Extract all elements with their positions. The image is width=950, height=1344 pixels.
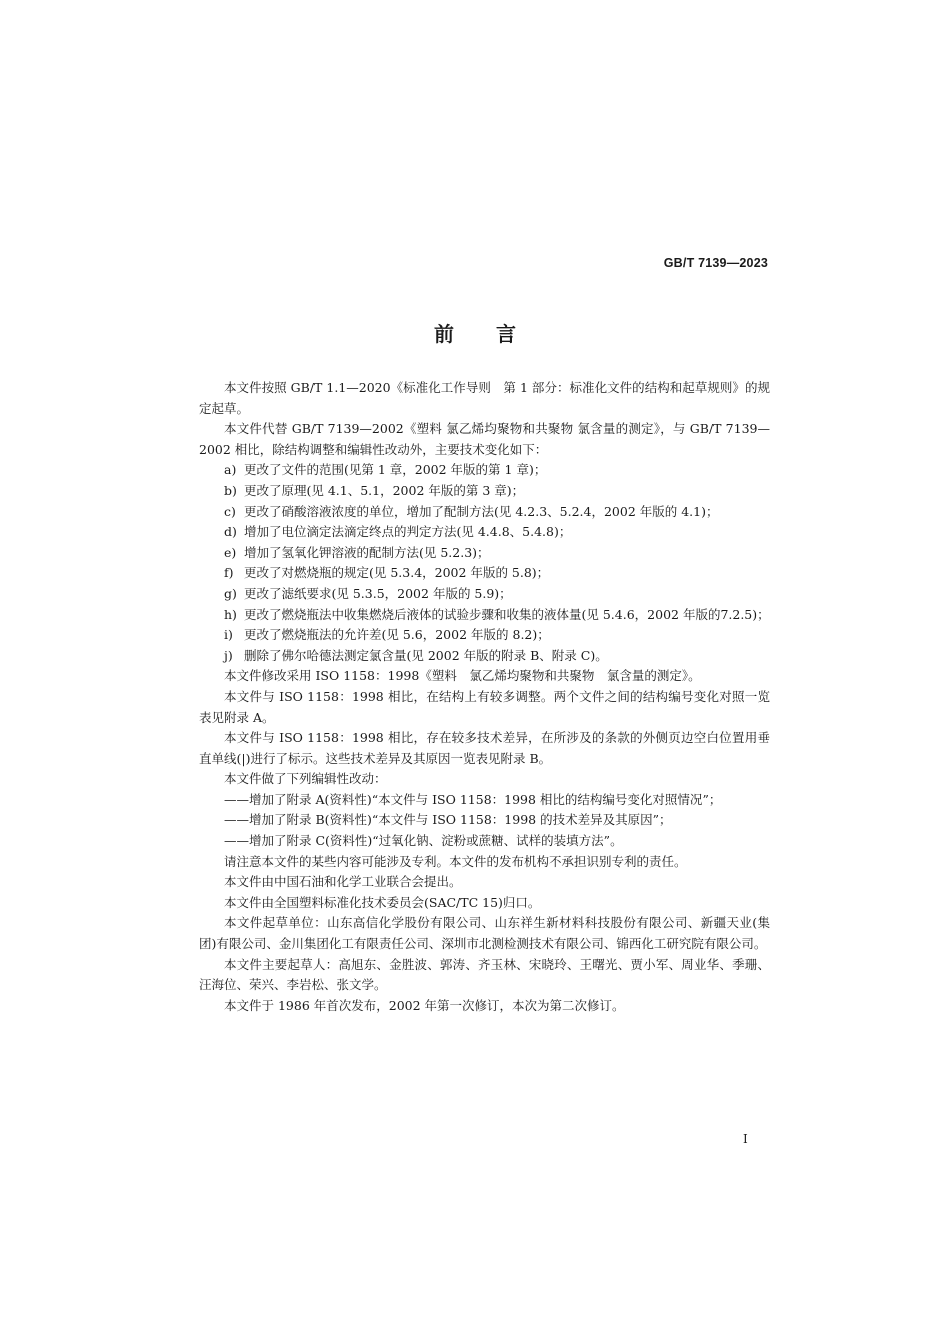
change-list-item	[199, 625, 770, 646]
list-item-text: 更改了燃烧瓶法的允许差(见 5.6，2002 年版的 8.2)；	[244, 627, 550, 643]
list-item-text: 更改了文件的范围(见第 1 章，2002 年版的第 1 章)；	[244, 462, 547, 478]
list-marker: j)	[224, 647, 233, 663]
body-paragraph: 本文件按照 GB/T 1.1—2020《标准化工作导则 第 1 部分：标准化文件的结构和起草规则》的规定起草。	[199, 380, 770, 416]
list-marker: a)	[224, 462, 237, 478]
body-paragraph: ——增加了附录 C(资料性)“过氧化钠、淀粉或蔗糖、试样的装填方法”。	[224, 833, 623, 849]
body-paragraph: 本文件由全国塑料标准化技术委员会(SAC/TC 15)归口。	[224, 894, 541, 910]
list-item-text: 增加了氢氧化钾溶液的配制方法(见 5.2.3)；	[244, 544, 490, 560]
body-paragraph: 本文件主要起草人：高旭东、金胜波、郭涛、齐玉林、宋晓玲、王曙光、贾小军、周业华、季珊、汪海位、荣兴、李岩松、张文学。	[199, 956, 770, 993]
list-marker: b)	[224, 482, 237, 498]
list-item-text: 更改了滤纸要求(见 5.3.5，2002 年版的 5.9)；	[244, 585, 512, 601]
foreword-body	[199, 378, 770, 1016]
document-code: GB/T 7139—2023	[663, 256, 768, 270]
list-marker: d)	[224, 524, 237, 540]
body-paragraph: 本文件做了下列编辑性改动：	[224, 771, 387, 787]
list-item-text: 更改了硝酸溶液浓度的单位，增加了配制方法(见 4.2.3、5.2.4，2002 年版的 4.1)；	[244, 503, 719, 519]
change-list-item	[199, 502, 770, 523]
change-list-item	[199, 522, 770, 543]
page-number: I	[743, 1132, 748, 1146]
body-paragraph: 本文件与 ISO 1158：1998 相比，在结构上有较多调整。两个文件之间的结构编号变化对照一览表见附录 A。	[199, 688, 770, 725]
change-list-item	[199, 646, 770, 667]
list-item-text: 更改了燃烧瓶法中收集燃烧后液体的试验步骤和收集的液体量(见 5.4.6，2002 年版的7.2.5)；	[244, 606, 770, 622]
list-marker: e)	[224, 544, 237, 560]
body-paragraph: ——增加了附录 A(资料性)“本文件与 ISO 1158：1998 相比的结构编号变化对照情况”；	[224, 791, 722, 807]
page-title: 前言	[434, 322, 558, 346]
body-paragraph: 本文件由中国石油和化学工业联合会提出。	[224, 874, 462, 890]
body-paragraph: 本文件起草单位：山东高信化学股份有限公司、山东祥生新材料科技股份有限公司、新疆天业(集团)有限公司、金川集团化工有限责任公司、深圳市北测检测技术有限公司、锦西化工研究院有限公司。	[199, 915, 770, 952]
body-paragraph: 本文件修改采用 ISO 1158：1998《塑料 氯乙烯均聚物和共聚物 氯含量的测定》。	[224, 668, 701, 684]
list-marker: g)	[224, 585, 237, 601]
list-marker: i)	[224, 627, 233, 643]
list-item-text: 更改了对燃烧瓶的规定(见 5.3.4，2002 年版的 5.8)；	[244, 565, 550, 581]
list-item-text: 删除了佛尔哈德法测定氯含量(见 2002 年版的附录 B、附录 C)。	[244, 647, 608, 663]
list-item-text: 更改了原理(见 4.1、5.1，2002 年版的第 3 章)；	[244, 482, 525, 498]
change-list-item	[199, 563, 770, 584]
body-paragraph: 本文件于 1986 年首次发布，2002 年第一次修订，本次为第二次修订。	[224, 997, 625, 1013]
change-list-item	[199, 460, 770, 481]
list-marker: f)	[224, 565, 234, 581]
body-paragraph: 本文件与 ISO 1158：1998 相比，存在较多技术差异，在所涉及的条款的外侧页边空白位置用垂直单线(|)进行了标示。这些技术差异及其原因一览表见附录 B。	[199, 730, 770, 766]
change-list-item	[199, 481, 770, 502]
body-paragraph: 本文件代替 GB/T 7139—2002《塑料 氯乙烯均聚物和共聚物 氯含量的测定》，与 GB/T 7139—2002 相比，除结构调整和编辑性改动外，主要技术变化如下：	[199, 421, 770, 457]
body-paragraph: 请注意本文件的某些内容可能涉及专利。本文件的发布机构不承担识别专利的责任。	[224, 853, 687, 869]
change-list-item	[199, 584, 770, 605]
change-list-item	[199, 605, 770, 626]
change-list-item	[199, 543, 770, 564]
list-item-text: 增加了电位滴定法滴定终点的判定方法(见 4.4.8、5.4.8)；	[244, 524, 572, 540]
list-marker: c)	[224, 503, 236, 519]
list-marker: h)	[224, 606, 237, 622]
body-paragraph: ——增加了附录 B(资料性)“本文件与 ISO 1158：1998 的技术差异及其原因”；	[224, 812, 672, 828]
